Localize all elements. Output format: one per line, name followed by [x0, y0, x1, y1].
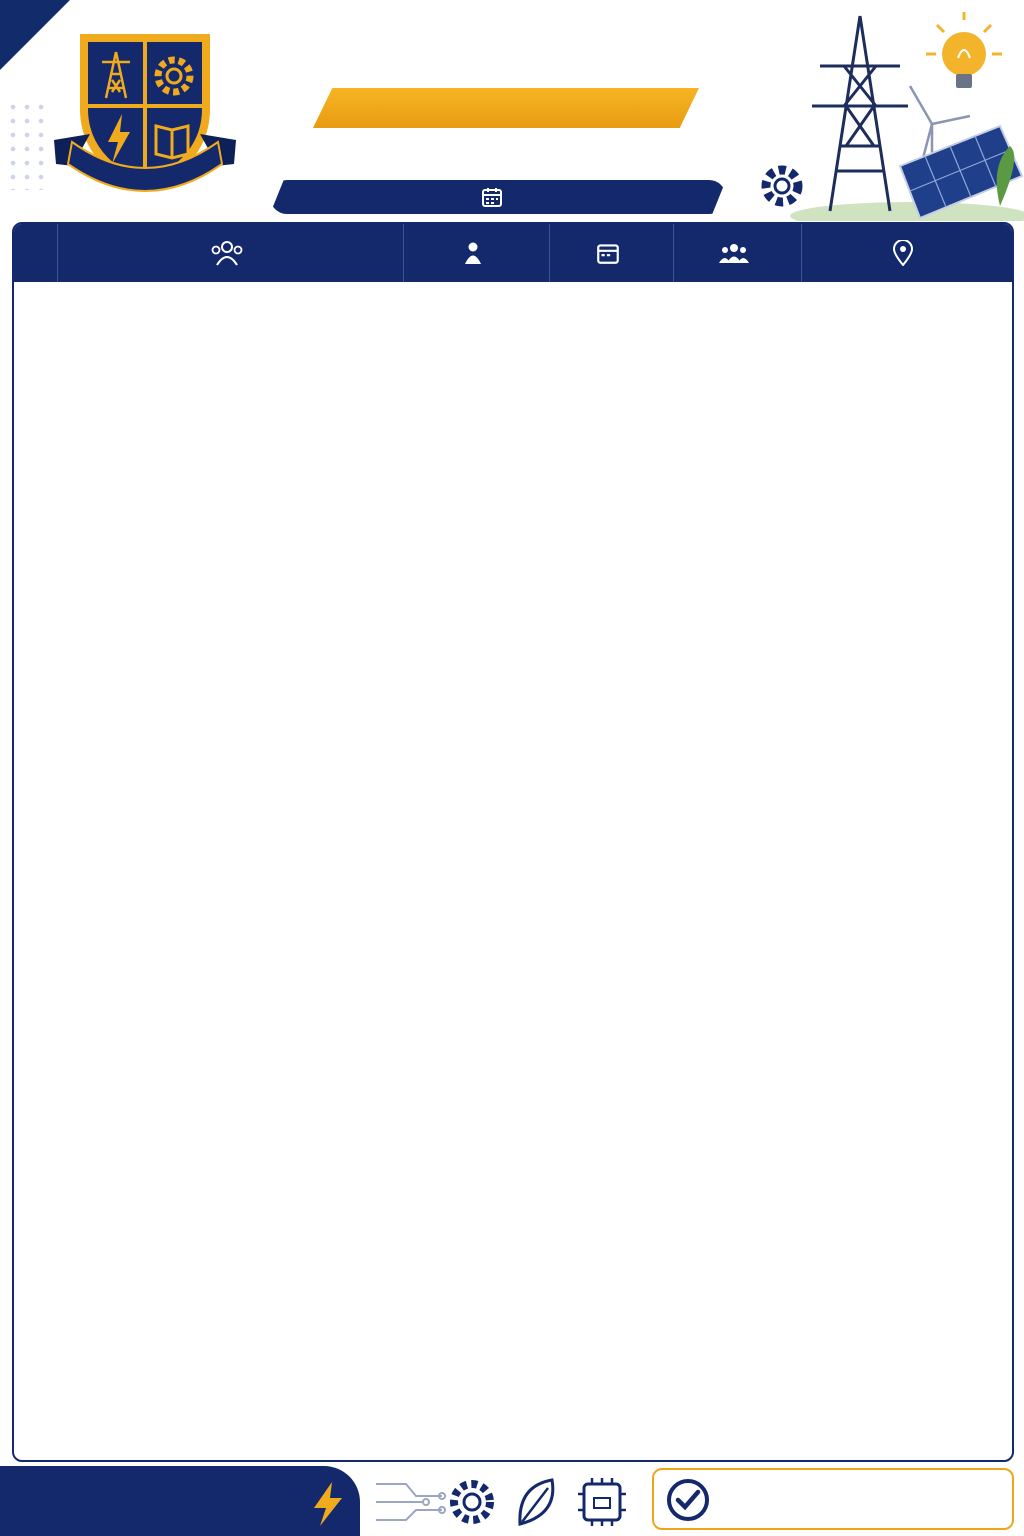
gear-icon	[454, 1484, 490, 1520]
energy-illustration	[760, 6, 1024, 221]
circuit-icon	[376, 1484, 445, 1520]
dot-pattern	[6, 100, 50, 190]
lightning-icon	[310, 1480, 346, 1528]
header	[0, 0, 1024, 222]
leaf-icon	[520, 1480, 553, 1524]
table-header	[14, 224, 1012, 282]
col-place	[802, 224, 1012, 282]
date-range-banner	[270, 180, 726, 214]
col-num	[14, 224, 58, 282]
footer-banner	[0, 1466, 360, 1536]
department-emblem	[50, 14, 240, 199]
approval-box	[652, 1468, 1014, 1530]
footer-icons	[372, 1474, 642, 1530]
title-band	[313, 88, 699, 128]
events-table	[12, 222, 1014, 1462]
calendar-icon	[480, 185, 504, 209]
people-icon	[209, 239, 245, 267]
person-icon	[464, 241, 482, 265]
col-date	[550, 224, 674, 282]
location-pin-icon	[893, 240, 913, 266]
col-part	[674, 224, 802, 282]
col-resp	[404, 224, 550, 282]
group-icon	[719, 242, 749, 264]
calendar-icon	[595, 240, 621, 266]
col-name	[58, 224, 404, 282]
checkmark-icon	[666, 1478, 710, 1522]
chip-icon	[578, 1478, 626, 1526]
